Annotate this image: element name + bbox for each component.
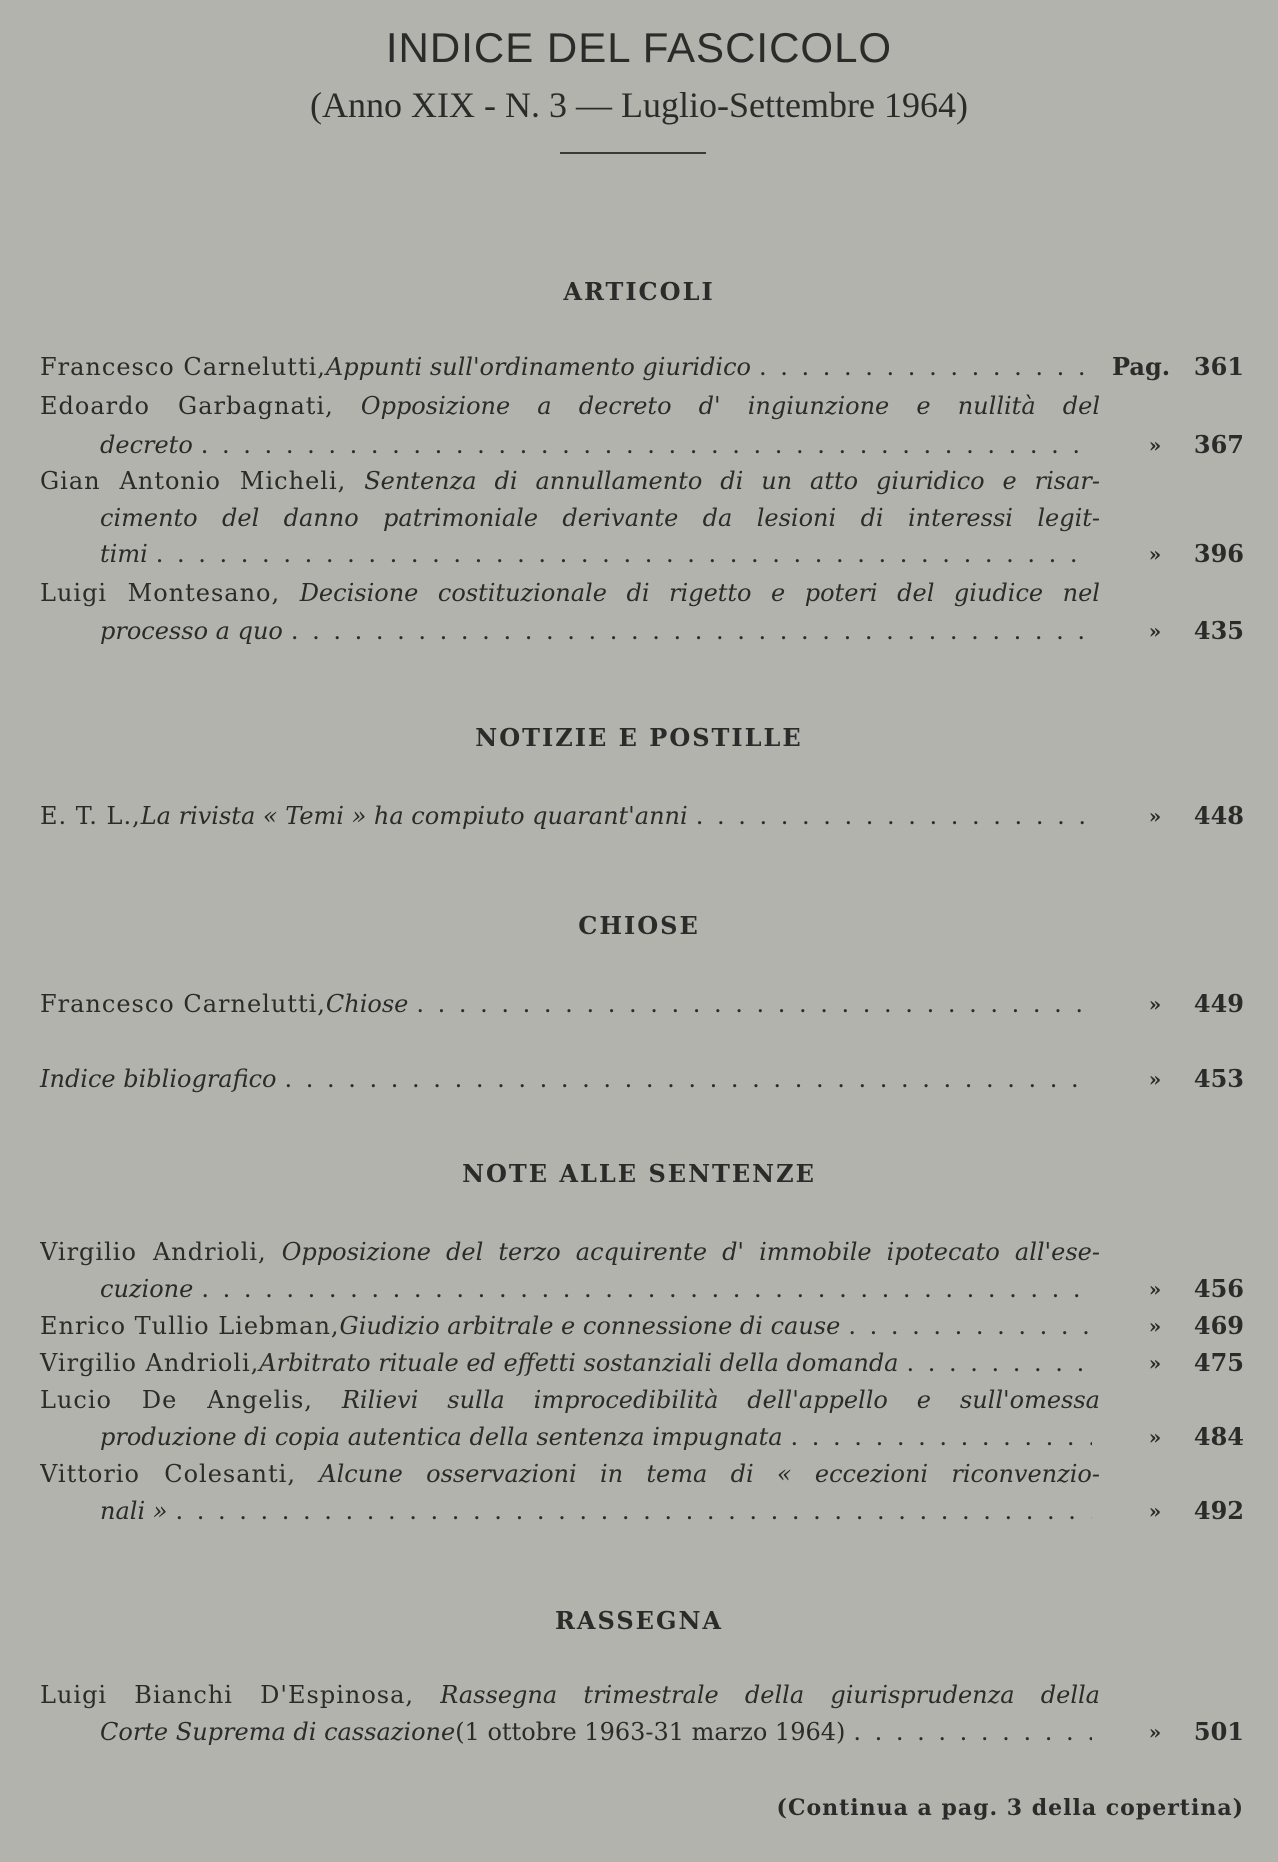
dot-leader [291, 614, 1092, 648]
ditto-mark: » [1148, 1425, 1162, 1449]
ditto-mark: » [1148, 992, 1162, 1016]
page-number[interactable]: 453 [1193, 1064, 1244, 1093]
entry-author: Francesco Carnelutti, [40, 353, 326, 381]
entry-author: Luigi Montesano, [40, 579, 281, 607]
entry-title: Decisione costituzionale di rigetto e poteri del giudice nel [299, 579, 1100, 607]
dot-leader [416, 987, 1092, 1021]
dot-leader [848, 1309, 1092, 1343]
page-number[interactable]: 469 [1193, 1311, 1244, 1340]
entry-title: produzione di copia autentica della sentenza impugnata [100, 1423, 783, 1451]
toc-entry-line [40, 464, 1100, 498]
toc-entry-line [40, 576, 1100, 610]
toc-entry-line [40, 1457, 1100, 1491]
entry-author: Vittorio Colesanti, [40, 1460, 296, 1488]
section-heading-note: NOTE ALLE SENTENZE [462, 1159, 816, 1188]
page-title: INDICE DEL FASCICOLO [385, 24, 893, 71]
entry-title: Rilievi sulla improcedibilità dell'appello e sull'omessa [341, 1386, 1100, 1414]
entry-title: Sentenza di annullamento di un atto giuridico e risar- [364, 467, 1100, 495]
entry-title: timi [100, 540, 148, 568]
page-number[interactable]: 367 [1193, 430, 1244, 459]
page-label: Pag. [1112, 352, 1171, 381]
entry-author: Lucio De Angelis, [40, 1386, 313, 1414]
entry-author: E. T. L., [40, 802, 141, 830]
entry-title: processo a quo [100, 617, 283, 645]
toc-entry-line [100, 1715, 1100, 1749]
issue-subtitle: (Anno XIX - N. 3 — Luglio-Settembre 1964) [310, 85, 968, 125]
toc-entry-line [100, 1494, 1100, 1528]
entry-title: Opposizione del terzo acquirente d' immobile ipotecato all'ese- [281, 1238, 1100, 1266]
dot-leader [696, 799, 1092, 833]
page-number[interactable]: 484 [1193, 1422, 1244, 1451]
dot-leader [907, 1346, 1093, 1380]
toc-entry-line [100, 501, 1100, 535]
toc-entry-line [40, 1383, 1100, 1417]
entry-author: Gian Antonio Micheli, [40, 467, 347, 495]
entry-title: nali » [100, 1497, 168, 1525]
section-heading-rassegna: RASSEGNA [554, 1606, 724, 1635]
ditto-mark: » [1148, 619, 1162, 643]
ditto-mark: » [1148, 1314, 1162, 1338]
ditto-mark: » [1148, 804, 1162, 828]
toc-entry-line [100, 537, 1100, 571]
entry-title: cimento del danno patrimoniale derivante da lesioni di interessi legit- [100, 504, 1100, 532]
toc-entry-line [100, 1420, 1100, 1454]
page-number[interactable]: 492 [1193, 1496, 1244, 1525]
dot-leader [285, 1062, 1093, 1096]
entry-title: Opposizione a decreto d' ingiunzione e nullità del [360, 392, 1100, 420]
entry-title: Corte Suprema di cassazione [100, 1718, 456, 1746]
page-number[interactable]: 449 [1193, 989, 1244, 1018]
toc-entry-line [100, 1272, 1100, 1306]
ditto-mark: » [1148, 1067, 1162, 1091]
page-number[interactable]: 501 [1193, 1717, 1244, 1746]
dot-leader [201, 1272, 1092, 1306]
toc-entry-line [40, 1346, 1100, 1380]
section-heading-articoli: ARTICOLI [563, 277, 715, 306]
entry-author: Luigi Bianchi D'Espinosa, [40, 1681, 415, 1709]
entry-title: Giudizio arbitrale e connessione di cause [339, 1312, 841, 1340]
dot-leader [853, 1715, 1092, 1749]
toc-entry-line [40, 1678, 1100, 1712]
toc-entry-line [40, 987, 1100, 1021]
dot-leader [175, 1494, 1092, 1528]
entry-author: Enrico Tullio Liebman, [40, 1312, 340, 1340]
ditto-mark: » [1148, 433, 1162, 457]
page-number[interactable]: 448 [1193, 801, 1244, 830]
entry-title: Arbitrato rituale ed effetti sostanziali della domanda [259, 1349, 899, 1377]
toc-entry-line [100, 614, 1100, 648]
entry-title: cuzione [100, 1275, 194, 1303]
entry-date-range: (1 ottobre 1963-31 marzo 1964) [455, 1718, 846, 1746]
entry-author: Virgilio Andrioli, [40, 1349, 260, 1377]
dot-leader [201, 428, 1092, 462]
entry-title: Appunti sull'ordinamento giuridico [325, 353, 751, 381]
dot-leader [759, 350, 1092, 384]
ditto-mark: » [1148, 542, 1162, 566]
ditto-mark: » [1148, 1351, 1162, 1375]
entry-author: Virgilio Andrioli, [40, 1238, 267, 1266]
ditto-mark: » [1148, 1720, 1162, 1744]
entry-title: Rassegna trimestrale della giurisprudenza della [440, 1681, 1100, 1709]
toc-entry-line [40, 1235, 1100, 1269]
section-heading-notizie: NOTIZIE E POSTILLE [475, 723, 803, 752]
page-number[interactable]: 396 [1193, 539, 1244, 568]
page-number[interactable]: 361 [1193, 352, 1244, 381]
dot-leader [791, 1420, 1092, 1454]
entry-author: Francesco Carnelutti, [40, 990, 326, 1018]
entry-title: Indice bibliografico [40, 1065, 277, 1093]
section-heading-chiose: CHIOSE [578, 911, 700, 940]
entry-author: Edoardo Garbagnati, [40, 392, 334, 420]
entry-title: La rivista « Temi » ha compiuto quarant'anni [140, 802, 688, 830]
toc-entry-line [100, 428, 1100, 462]
entry-title: Alcune osservazioni in tema di « eccezioni riconvenzio- [319, 1460, 1100, 1488]
toc-entry-line [40, 1309, 1100, 1343]
page-number[interactable]: 435 [1193, 616, 1244, 645]
toc-entry-line [40, 389, 1100, 423]
toc-entry-line [40, 350, 1100, 384]
dot-leader [156, 537, 1092, 571]
ditto-mark: » [1148, 1277, 1162, 1301]
ditto-mark: » [1148, 1499, 1162, 1523]
entry-title: decreto [100, 431, 193, 459]
entry-title: Chiose [325, 990, 409, 1018]
page-number[interactable]: 475 [1193, 1348, 1244, 1377]
toc-entry-line [40, 799, 1100, 833]
page-number[interactable]: 456 [1193, 1274, 1244, 1303]
title-divider [560, 152, 706, 154]
toc-entry-line [40, 1062, 1100, 1096]
continuation-note: (Continua a pag. 3 della copertina) [776, 1795, 1244, 1821]
